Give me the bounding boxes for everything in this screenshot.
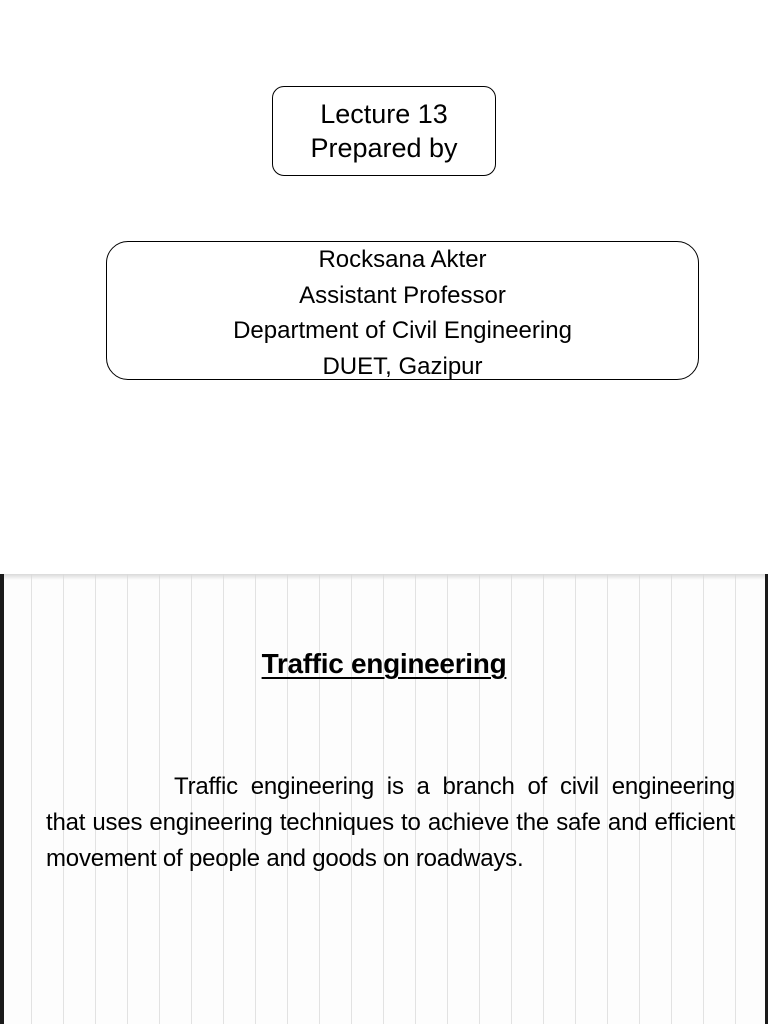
lecture-info-box bbox=[272, 86, 496, 176]
author-institution: DUET, Gazipur bbox=[322, 352, 483, 380]
slide-heading: Traffic engineering bbox=[261, 648, 507, 679]
prepared-by-label: Prepared by bbox=[310, 133, 458, 163]
author-position: Assistant Professor bbox=[299, 281, 506, 309]
slide-body-paragraph: Traffic engineering is a branch of civil engineering that uses engineering techniques to achieve the safe and efficient movement of people and goods on roadways. bbox=[46, 773, 735, 872]
author-info-box bbox=[106, 241, 699, 380]
lecture-number: Lecture 13 bbox=[320, 99, 448, 129]
author-department: Department of Civil Engineering bbox=[233, 317, 572, 344]
slide-top-shadow bbox=[0, 574, 768, 580]
author-name: Rocksana Akter bbox=[318, 246, 487, 273]
slide-left-edge bbox=[0, 574, 4, 1024]
slide-traffic-engineering bbox=[0, 574, 768, 1024]
